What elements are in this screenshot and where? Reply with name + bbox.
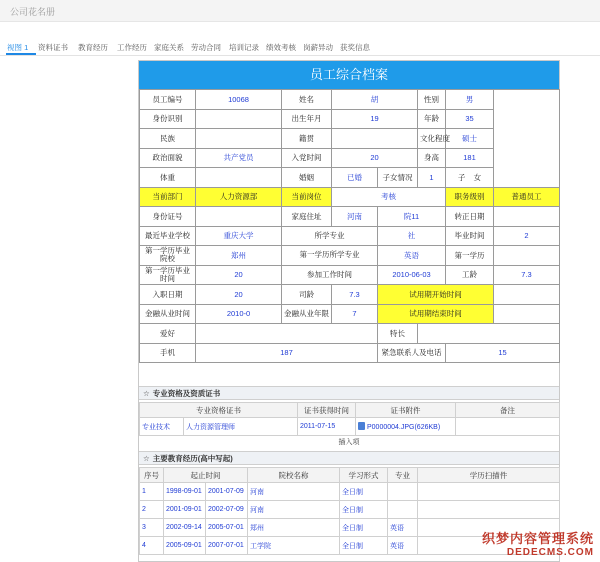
label-son: 子 女	[446, 168, 494, 188]
star-icon: ☆	[143, 389, 150, 398]
value-work-start[interactable]: 2010-06-03	[378, 265, 446, 285]
table-row	[140, 501, 560, 519]
label-hire-date: 入职日期	[140, 285, 196, 305]
edu-mode[interactable]: 全日制	[340, 501, 388, 519]
value-address-detail[interactable]: 院11	[378, 207, 446, 227]
label-probation-end: 试用期结束时间	[378, 304, 494, 324]
edu-major[interactable]	[388, 483, 418, 501]
form-title: 员工综合档案	[139, 61, 559, 89]
value-tenure[interactable]: 7.3	[332, 285, 378, 305]
label-party-date: 入党时间	[282, 148, 332, 168]
value-weight[interactable]	[196, 168, 282, 188]
label-department: 当前部门	[140, 187, 196, 207]
cert-category[interactable]: 专业技术	[140, 418, 184, 436]
tab-certificates[interactable]: 资料证书	[38, 43, 68, 52]
label-weight: 体重	[140, 168, 196, 188]
active-tab-indicator	[6, 53, 36, 55]
tab-performance[interactable]: 绩效考核	[266, 43, 296, 52]
certs-header-attachment: 证书附件	[356, 403, 456, 418]
edu-start[interactable]: 2005-09-01	[164, 537, 206, 555]
edu-header-period: 起止时间	[164, 468, 248, 483]
label-birth: 出生年月	[282, 109, 332, 129]
app-title: 公司花名册	[10, 7, 56, 17]
cert-name[interactable]: 人力资源管理师	[184, 418, 298, 436]
watermark-line2: DEDECMS.COM	[506, 547, 594, 558]
watermark-line1: 织梦内容管理系统	[481, 531, 594, 546]
value-hire-date[interactable]: 20	[196, 285, 282, 305]
edu-section-title: 主要教育经历(高中写起)	[152, 454, 233, 463]
label-first-degree: 第一学历	[446, 246, 494, 266]
cert-remark[interactable]	[456, 418, 560, 436]
label-first-major: 第一学历所学专业	[282, 246, 378, 266]
label-work-years: 工龄	[446, 265, 494, 285]
value-children-count[interactable]: 1	[418, 168, 446, 188]
value-address[interactable]: 河南	[332, 207, 378, 227]
value-political[interactable]: 共产党员	[196, 148, 282, 168]
label-ethnicity: 民族	[140, 129, 196, 149]
value-education-level[interactable]: 硕士	[446, 129, 494, 149]
tab-family[interactable]: 家庭关系	[154, 43, 184, 52]
label-children: 子女情况	[378, 168, 418, 188]
label-marital: 婚姻	[282, 168, 332, 188]
value-height[interactable]: 181	[446, 148, 494, 168]
photo-cell	[494, 90, 560, 188]
label-confirm-date: 转正日期	[446, 207, 494, 227]
label-hobby: 爱好	[140, 324, 196, 344]
label-work-start: 参加工作时间	[282, 265, 378, 285]
edu-header-mode: 学习形式	[340, 468, 388, 483]
label-id-type: 身份识别	[140, 109, 196, 129]
cert-attachment[interactable]	[356, 418, 456, 436]
value-ethnicity[interactable]	[196, 129, 282, 149]
label-tenure: 司龄	[282, 285, 332, 305]
value-job-level[interactable]: 普通员工	[494, 187, 560, 207]
value-department[interactable]: 人力资源部	[196, 187, 282, 207]
edu-major[interactable]: 英语	[388, 537, 418, 555]
label-age: 年龄	[418, 109, 446, 129]
edu-end[interactable]: 2002-07-09	[206, 501, 248, 519]
edu-mode[interactable]: 全日制	[340, 519, 388, 537]
value-specialty[interactable]	[418, 324, 560, 344]
value-finance-start[interactable]: 2010-0	[196, 304, 282, 324]
edu-start[interactable]: 2001-09-01	[164, 501, 206, 519]
top-bar	[0, 0, 600, 22]
edu-header-major: 专业	[388, 468, 418, 483]
label-gender: 性别	[418, 90, 446, 110]
value-hobby[interactable]	[196, 324, 378, 344]
tab-awards[interactable]: 获奖信息	[340, 43, 370, 52]
value-marital[interactable]: 已婚	[332, 168, 378, 188]
label-last-school: 最近毕业学校	[140, 226, 196, 246]
label-address: 家庭住址	[282, 207, 332, 227]
edu-end[interactable]: 2001-07-09	[206, 483, 248, 501]
value-work-years[interactable]: 7.3	[494, 265, 560, 285]
value-gender[interactable]: 男	[446, 90, 494, 110]
label-mobile: 手机	[140, 343, 196, 363]
label-first-grad-date: 第一学历毕业时间	[140, 265, 196, 285]
value-last-school[interactable]: 重庆大学	[196, 226, 282, 246]
tab-education[interactable]: 教育经历	[78, 43, 108, 52]
edu-mode[interactable]: 全日制	[340, 483, 388, 501]
value-id-number[interactable]	[196, 207, 282, 227]
edu-school[interactable]: 工学院	[248, 537, 340, 555]
profile-grid	[139, 89, 560, 363]
certs-header-cert: 专业资格证书	[140, 403, 298, 418]
value-first-grad-date[interactable]: 20	[196, 265, 282, 285]
table-row	[140, 483, 560, 501]
table-row	[140, 418, 560, 436]
edu-school[interactable]: 河南	[248, 501, 340, 519]
watermark	[482, 528, 594, 558]
certs-table	[139, 402, 560, 436]
edu-school[interactable]: 河南	[248, 483, 340, 501]
value-probation-start[interactable]	[494, 285, 560, 305]
cert-date[interactable]: 2011-07-15	[298, 418, 356, 436]
value-name[interactable]: 胡	[332, 90, 418, 110]
tab-bar	[0, 40, 600, 56]
certs-section-title: 专业资格及资质证书	[152, 389, 221, 398]
value-finance-years[interactable]: 7	[332, 304, 378, 324]
value-party-date[interactable]: 20	[332, 148, 418, 168]
label-first-school: 第一学历毕业院校	[140, 246, 196, 266]
star-icon: ☆	[143, 454, 150, 463]
label-native-place: 籍贯	[282, 129, 332, 149]
edu-scan[interactable]	[418, 483, 560, 501]
edu-no: 3	[140, 519, 164, 537]
label-position: 当前岗位	[282, 187, 332, 207]
edu-no: 1	[140, 483, 164, 501]
edu-major[interactable]: 英语	[388, 519, 418, 537]
employee-profile-card	[138, 60, 560, 562]
edu-start[interactable]: 2002-09-14	[164, 519, 206, 537]
value-birth[interactable]: 19	[332, 109, 418, 129]
edu-school[interactable]: 郑州	[248, 519, 340, 537]
value-emergency-contact[interactable]: 15	[446, 343, 560, 363]
cert-attachment-name: P0000004.JPG(626KB)	[367, 424, 441, 431]
insert-item-button[interactable]: 插入项	[338, 439, 360, 446]
label-job-level: 职务级别	[446, 187, 494, 207]
edu-major[interactable]	[388, 501, 418, 519]
value-position[interactable]: 考核	[332, 187, 446, 207]
label-name: 姓名	[282, 90, 332, 110]
value-first-school[interactable]: 郑州	[196, 246, 282, 266]
value-mobile[interactable]: 187	[196, 343, 378, 363]
tab-contract[interactable]: 劳动合同	[191, 43, 221, 52]
label-grad-date: 毕业时间	[446, 226, 494, 246]
tab-work[interactable]: 工作经历	[117, 43, 147, 52]
edu-end[interactable]: 2007-07-01	[206, 537, 248, 555]
label-finance-start: 金融从业时间	[140, 304, 196, 324]
edu-mode[interactable]: 全日制	[340, 537, 388, 555]
label-probation-start: 试用期开始时间	[378, 285, 494, 305]
value-id-type[interactable]	[196, 109, 282, 129]
label-major: 所学专业	[282, 226, 378, 246]
value-first-degree[interactable]	[494, 246, 560, 266]
value-confirm-date[interactable]	[494, 207, 560, 227]
certs-header-date: 证书获得时间	[298, 403, 356, 418]
tab-view1[interactable]: 视图 1	[7, 43, 29, 52]
label-id-number: 身份证号	[140, 207, 196, 227]
tab-training[interactable]: 培训记录	[229, 43, 259, 52]
value-probation-end[interactable]	[494, 304, 560, 324]
edu-header-scan: 学历扫描件	[418, 468, 560, 483]
edu-header-school: 院校名称	[248, 468, 340, 483]
label-height: 身高	[418, 148, 446, 168]
value-native-place[interactable]	[332, 129, 418, 149]
file-icon	[358, 422, 365, 430]
value-first-major[interactable]: 英语	[378, 246, 446, 266]
value-major[interactable]: 社	[378, 226, 446, 246]
value-employee-no[interactable]: 10068	[196, 90, 282, 110]
edu-scan[interactable]	[418, 501, 560, 519]
label-finance-years: 金融从业年限	[282, 304, 332, 324]
edu-start[interactable]: 1998-09-01	[164, 483, 206, 501]
certs-header-remark: 备注	[456, 403, 560, 418]
edu-section-header	[139, 451, 559, 465]
value-grad-date[interactable]: 2	[494, 226, 560, 246]
label-political: 政治面貌	[140, 148, 196, 168]
label-emergency-contact: 紧急联系人及电话	[378, 343, 446, 363]
label-employee-no: 员工编号	[140, 90, 196, 110]
label-specialty: 特长	[378, 324, 418, 344]
edu-end[interactable]: 2005-07-01	[206, 519, 248, 537]
edu-header-no: 序号	[140, 468, 164, 483]
edu-no: 2	[140, 501, 164, 519]
tab-salary-change[interactable]: 岗薪异动	[303, 43, 333, 52]
label-education-level: 文化程度	[418, 129, 446, 149]
value-age[interactable]: 35	[446, 109, 494, 129]
certs-section-header	[139, 386, 559, 400]
edu-no: 4	[140, 537, 164, 555]
